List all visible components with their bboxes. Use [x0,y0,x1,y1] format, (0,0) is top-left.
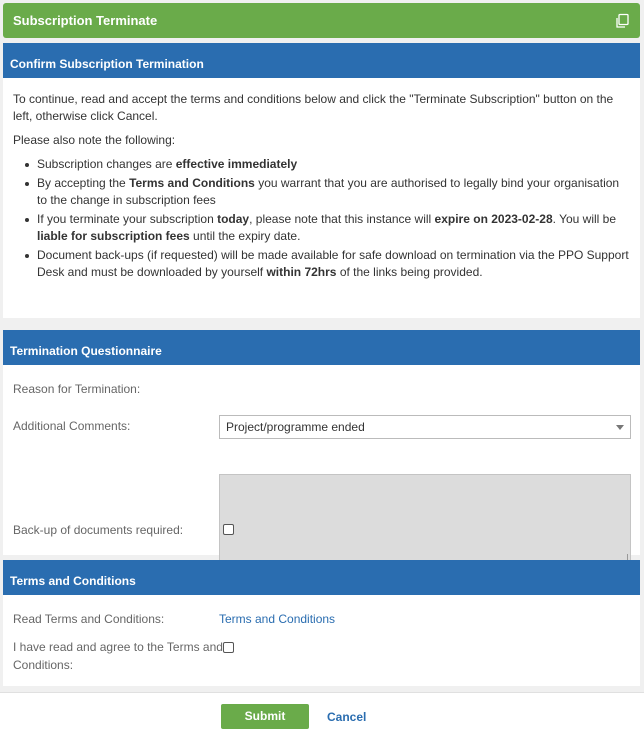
chevron-down-icon [616,425,624,430]
reason-select[interactable] [219,415,631,439]
notes-list [27,156,630,281]
backup-label: Back-up of documents required: [13,523,184,537]
questionnaire-panel [3,330,640,555]
note-text: Please also note the following: [13,133,176,147]
reason-label: Reason for Termination: [13,382,141,396]
backup-checkbox[interactable] [223,524,234,535]
confirm-panel [3,43,640,318]
comments-label: Additional Comments: [13,419,131,433]
comments-textarea[interactable] [219,474,631,564]
terms-link[interactable]: Terms and Conditions [219,612,336,626]
list-item: If you terminate your subscription today, please note that this instance will expire on 2023-02-28. You will be liable for subscription fees until the expiry date. [27,211,630,245]
copy-icon[interactable] [614,13,630,29]
agree-label-line1: I have read and agree to the Terms and [13,640,223,654]
list-item: Document back-ups (if requested) will be made available for safe download on termination via the PPO Support Desk and must be downloaded by yourself within 72hrs of the links being provided. [27,247,630,281]
list-item: Subscription changes are effective immediately [27,156,630,173]
agree-label-line2: Conditions: [13,658,74,672]
terms-panel [3,560,640,686]
submit-button[interactable]: Submit [221,704,309,729]
page-title: Subscription Terminate [13,13,158,28]
list-item: By accepting the Terms and Conditions you warrant that you are authorised to legally bind your organisation to the change in subscription fees [27,175,630,209]
title-bar [3,3,640,38]
confirm-panel-title: Confirm Subscription Termination [3,43,640,78]
reason-value: Project/programme ended [226,420,365,434]
terms-panel-title: Terms and Conditions [3,560,640,595]
agree-checkbox[interactable] [223,642,234,653]
intro-text: To continue, read and accept the terms and conditions below and click the "Terminate Subscription" button on the left, otherwise click Cancel. [13,92,614,123]
cancel-button[interactable]: Cancel [327,710,367,724]
questionnaire-panel-title: Termination Questionnaire [3,330,640,365]
read-terms-label: Read Terms and Conditions: [13,612,165,626]
footer [0,692,644,733]
